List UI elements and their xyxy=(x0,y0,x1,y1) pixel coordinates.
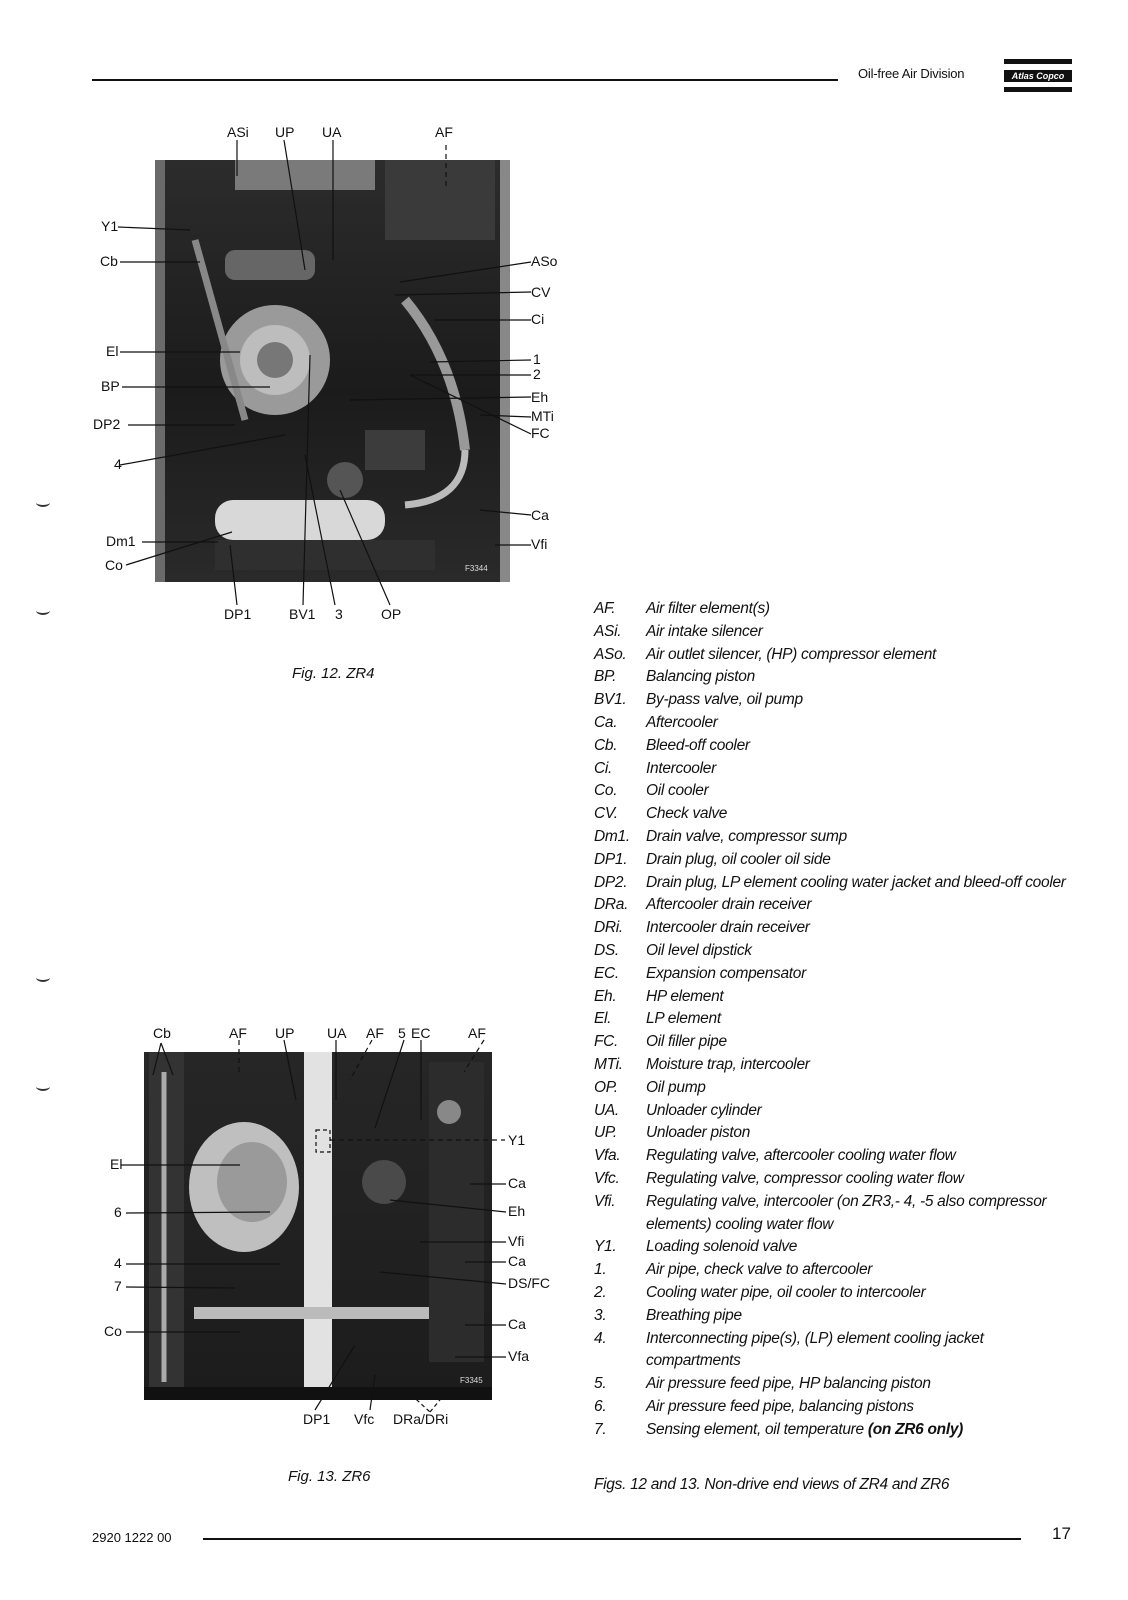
legend-item xyxy=(594,644,1074,667)
legend-description-text: Oil level dipstick xyxy=(646,941,752,959)
legend-description xyxy=(646,644,1074,667)
legend-code: 5. xyxy=(594,1375,607,1393)
legend-description xyxy=(646,894,1074,917)
legend-description-text: Aftercooler drain receiver xyxy=(646,896,812,914)
legend-description xyxy=(646,758,1074,781)
legend-description-text: Drain valve, compressor sump xyxy=(646,827,847,845)
legend-description xyxy=(646,689,1074,712)
legend-description xyxy=(646,1145,1074,1168)
legend-description-text: Balancing piston xyxy=(646,668,755,686)
legend-item xyxy=(594,1008,1074,1031)
legend-description-text: Intercooler drain receiver xyxy=(646,919,810,937)
legend-description-text: Interconnecting pipe(s), (LP) element cooling jacket compartments xyxy=(646,1329,984,1370)
fig12-label-eh: Eh xyxy=(531,389,549,405)
legend-description-text: Loading solenoid valve xyxy=(646,1238,798,1256)
legend-code: Vfc. xyxy=(594,1169,620,1187)
legend-item xyxy=(594,872,1074,895)
fig12-label-cb: Cb xyxy=(100,253,118,269)
fig12-label-2: 2 xyxy=(533,366,541,382)
legend-item xyxy=(594,758,1074,781)
fig13-label-eh: Eh xyxy=(508,1203,526,1219)
legend-code: UP. xyxy=(594,1124,617,1142)
fig13-label-ca-1: Ca xyxy=(508,1175,526,1191)
legend-item xyxy=(594,1191,1074,1237)
legend-code: OP. xyxy=(594,1078,618,1096)
legend-item xyxy=(594,963,1074,986)
fig13-label-co: Co xyxy=(104,1323,122,1339)
legend-description-text: Air pressure feed pipe, HP balancing piston xyxy=(646,1375,931,1393)
fig12-label-ua: UA xyxy=(322,124,342,140)
legend-description-text: Sensing element, oil temperature xyxy=(646,1420,864,1438)
fig13-label-af-3: AF xyxy=(468,1025,486,1041)
legend-description xyxy=(646,1419,1074,1442)
fig12-label-ci: Ci xyxy=(531,311,545,327)
legend-item xyxy=(594,1077,1074,1100)
legend-code: ASi. xyxy=(594,622,622,640)
footer-doc-number: 2920 1222 00 xyxy=(92,1530,172,1545)
legend-code: Cb. xyxy=(594,736,618,754)
legend-item xyxy=(594,1031,1074,1054)
legend-item xyxy=(594,780,1074,803)
legend-description xyxy=(646,1191,1074,1237)
legend-description-text: Unloader piston xyxy=(646,1124,751,1142)
fig12-label-mti: MTi xyxy=(531,408,554,424)
legend-code: AF. xyxy=(594,600,616,617)
legend-code: MTi. xyxy=(594,1055,623,1073)
legend-description xyxy=(646,780,1074,803)
legend-item xyxy=(594,894,1074,917)
legend-item xyxy=(594,1396,1074,1419)
legend-item xyxy=(594,1122,1074,1145)
legend-code: 7. xyxy=(594,1420,607,1438)
fig13-label-vfi: Vfi xyxy=(508,1233,525,1249)
legend-item xyxy=(594,1168,1074,1191)
legend-code: EC. xyxy=(594,964,619,982)
legend-description xyxy=(646,735,1074,758)
legend-item xyxy=(594,598,1074,621)
legend-item xyxy=(594,1282,1074,1305)
fig12-label-4: 4 xyxy=(114,456,122,472)
fig13-label-5: 5 xyxy=(398,1025,406,1041)
legend-description xyxy=(646,1122,1074,1145)
legend-description-text: Air pressure feed pipe, balancing pistons xyxy=(646,1397,914,1415)
fig12-label-op: OP xyxy=(381,606,402,622)
legend-note: Figs. 12 and 13. Non-drive end views of ZR4 and ZR6 xyxy=(594,1476,950,1493)
legend-description-text: Intercooler xyxy=(646,759,716,777)
legend-description-text: Regulating valve, aftercooler cooling water flow xyxy=(646,1147,956,1165)
legend-item xyxy=(594,666,1074,689)
legend-description xyxy=(646,963,1074,986)
fig13-label-up: UP xyxy=(275,1025,295,1041)
fig12-caption: Fig. 12. ZR4 xyxy=(292,665,375,682)
legend-description-text: Bleed-off cooler xyxy=(646,736,750,754)
legend-description xyxy=(646,1259,1074,1282)
fig12-label-dp2: DP2 xyxy=(93,416,121,432)
fig13-label-el: El xyxy=(110,1156,123,1172)
fig13-label-vfa: Vfa xyxy=(508,1348,530,1364)
legend-description xyxy=(646,666,1074,689)
legend-description xyxy=(646,1054,1074,1077)
legend-item xyxy=(594,917,1074,940)
fig13-label-6: 6 xyxy=(114,1204,122,1220)
fig12-label-dm1: Dm1 xyxy=(106,533,136,549)
legend-code: FC. xyxy=(594,1033,619,1051)
legend-code: 3. xyxy=(594,1306,607,1324)
header-division: Oil-free Air Division xyxy=(858,66,965,81)
legend-code: Vfa. xyxy=(594,1147,621,1165)
legend-code: DP2. xyxy=(594,873,628,891)
fig13-label-vfc: Vfc xyxy=(354,1411,375,1427)
fig12-label-1: 1 xyxy=(533,351,541,367)
legend-item xyxy=(594,1054,1074,1077)
legend-code: UA. xyxy=(594,1101,619,1119)
legend-code: BV1. xyxy=(594,691,627,709)
fig13-label-ca-3: Ca xyxy=(508,1316,526,1332)
legend-code: ASo. xyxy=(594,645,627,663)
legend-description-text: Drain plug, LP element cooling water jacket and bleed-off cooler xyxy=(646,873,1066,891)
legend-code: DRi. xyxy=(594,919,623,937)
legend-description-text: Drain plug, oil cooler oil side xyxy=(646,850,831,868)
legend-code: Y1. xyxy=(594,1238,617,1256)
legend-description xyxy=(646,1236,1074,1259)
legend-item xyxy=(594,689,1074,712)
legend-code: Vfi. xyxy=(594,1192,616,1210)
legend-code: DP1. xyxy=(594,850,628,868)
brand-logo-text: Atlas Copco xyxy=(1004,70,1072,82)
legend-description xyxy=(646,1031,1074,1054)
legend-code: 6. xyxy=(594,1397,607,1415)
legend-list xyxy=(594,598,1074,1441)
legend-item xyxy=(594,1328,1074,1374)
legend-code: Eh. xyxy=(594,987,617,1005)
legend-code: Co. xyxy=(594,782,618,800)
fig12-label-bp: BP xyxy=(101,378,120,394)
fig12-label-af: AF xyxy=(435,124,453,140)
legend-code: 2. xyxy=(594,1283,607,1301)
legend-code: Ca. xyxy=(594,713,618,731)
legend-item xyxy=(594,1373,1074,1396)
legend-description-text: Aftercooler xyxy=(646,713,718,731)
legend-code: 1. xyxy=(594,1261,607,1279)
legend-item xyxy=(594,621,1074,644)
legend-description xyxy=(646,712,1074,735)
legend-description-text: By-pass valve, oil pump xyxy=(646,691,803,709)
fig13-photo-code: F3345 xyxy=(460,1376,483,1385)
legend-description-text: Air filter element(s) xyxy=(646,600,770,617)
legend-description xyxy=(646,1008,1074,1031)
fig12-label-up: UP xyxy=(275,124,295,140)
legend-description xyxy=(646,826,1074,849)
legend-description xyxy=(646,872,1074,895)
legend-item xyxy=(594,735,1074,758)
fig12-label-cv: CV xyxy=(531,284,551,300)
fig13-label-dra-dri: DRa/DRi xyxy=(393,1411,449,1427)
legend-description-text: Air pipe, check valve to aftercooler xyxy=(646,1261,873,1279)
fig12-label-el: El xyxy=(106,343,119,359)
fig13-label-cb: Cb xyxy=(153,1025,171,1041)
legend-code: BP. xyxy=(594,668,617,686)
legend-description-text: Oil filler pipe xyxy=(646,1033,727,1051)
legend-code: El. xyxy=(594,1010,612,1028)
legend-description xyxy=(646,1077,1074,1100)
legend-description xyxy=(646,1100,1074,1123)
legend-description xyxy=(646,1282,1074,1305)
legend-code: CV. xyxy=(594,805,618,823)
legend-item xyxy=(594,1305,1074,1328)
legend-item xyxy=(594,849,1074,872)
fig13-label-ds-fc: DS/FC xyxy=(508,1275,550,1291)
legend-description-text: Cooling water pipe, oil cooler to intercooler xyxy=(646,1283,926,1301)
fig13-label-ua: UA xyxy=(327,1025,347,1041)
fig13-label-af-2: AF xyxy=(366,1025,384,1041)
legend-description-text: Air outlet silencer, (HP) compressor element xyxy=(646,645,937,663)
fig12-photo-code: F3344 xyxy=(465,564,488,573)
legend-description xyxy=(646,803,1074,826)
legend-description xyxy=(646,621,1074,644)
fig13-label-dp1: DP1 xyxy=(303,1411,331,1427)
legend-item xyxy=(594,712,1074,735)
legend-description-text: HP element xyxy=(646,987,724,1005)
legend-description xyxy=(646,1328,1074,1374)
fig13-caption: Fig. 13. ZR6 xyxy=(288,1468,371,1485)
fig13-label-7: 7 xyxy=(114,1278,122,1294)
legend-item xyxy=(594,986,1074,1009)
fig12-label-co: Co xyxy=(105,557,123,573)
legend-description xyxy=(646,1168,1074,1191)
legend-description xyxy=(646,1396,1074,1419)
legend-description-text: Check valve xyxy=(646,805,728,823)
legend-description xyxy=(646,598,1074,621)
legend-code: DRa. xyxy=(594,896,629,914)
legend-description-text: Regulating valve, compressor cooling water flow xyxy=(646,1169,964,1187)
legend-description-text: Breathing pipe xyxy=(646,1306,742,1324)
fig12-label-y1: Y1 xyxy=(101,218,119,234)
legend-item xyxy=(594,1236,1074,1259)
legend-code: Dm1. xyxy=(594,827,630,845)
fig12-label-vfi: Vfi xyxy=(531,536,548,552)
legend-description-text: Expansion compensator xyxy=(646,964,806,982)
footer-rule xyxy=(203,1538,1021,1540)
legend-item xyxy=(594,940,1074,963)
legend-item xyxy=(594,1100,1074,1123)
legend-description xyxy=(646,986,1074,1009)
fig12-label-aso: ASo xyxy=(531,253,558,269)
fig12-label-dp1: DP1 xyxy=(224,606,252,622)
fig13-label-ec: EC xyxy=(411,1025,431,1041)
fig12-label-3: 3 xyxy=(335,606,343,622)
legend-description xyxy=(646,849,1074,872)
legend-code: DS. xyxy=(594,941,619,959)
legend-emphasis: (on ZR6 only) xyxy=(867,1420,964,1438)
legend-code: Ci. xyxy=(594,759,613,777)
legend-description-text: Air intake silencer xyxy=(646,622,763,640)
fig13-label-ca-2: Ca xyxy=(508,1253,526,1269)
legend-item xyxy=(594,826,1074,849)
fig13-label-y1: Y1 xyxy=(508,1132,526,1148)
legend-item xyxy=(594,1419,1074,1442)
legend-item xyxy=(594,1259,1074,1282)
legend-description-text: Moisture trap, intercooler xyxy=(646,1055,810,1073)
legend-description xyxy=(646,1305,1074,1328)
fig12-label-fc: FC xyxy=(531,425,550,441)
legend-item xyxy=(594,803,1074,826)
legend-description xyxy=(646,1373,1074,1396)
fig13-label-4: 4 xyxy=(114,1255,122,1271)
footer-page-number: 17 xyxy=(1052,1524,1071,1543)
legend-description-text: Unloader cylinder xyxy=(646,1101,762,1119)
fig13-label-af-1: AF xyxy=(229,1025,247,1041)
legend-description-text: LP element xyxy=(646,1010,721,1028)
legend-description xyxy=(646,940,1074,963)
fig12-label-ca: Ca xyxy=(531,507,549,523)
legend-item xyxy=(594,1145,1074,1168)
legend-description-text: Oil pump xyxy=(646,1078,706,1096)
fig12-label-asi: ASi xyxy=(227,124,249,140)
legend-description xyxy=(646,917,1074,940)
legend-description-text: Regulating valve, intercooler (on ZR3,- 4, -5 also compressor elements) cooling water flow xyxy=(646,1192,1047,1233)
legend-code: 4. xyxy=(594,1329,607,1347)
legend-description-text: Oil cooler xyxy=(646,782,709,800)
fig12-label-bv1: BV1 xyxy=(289,606,316,622)
